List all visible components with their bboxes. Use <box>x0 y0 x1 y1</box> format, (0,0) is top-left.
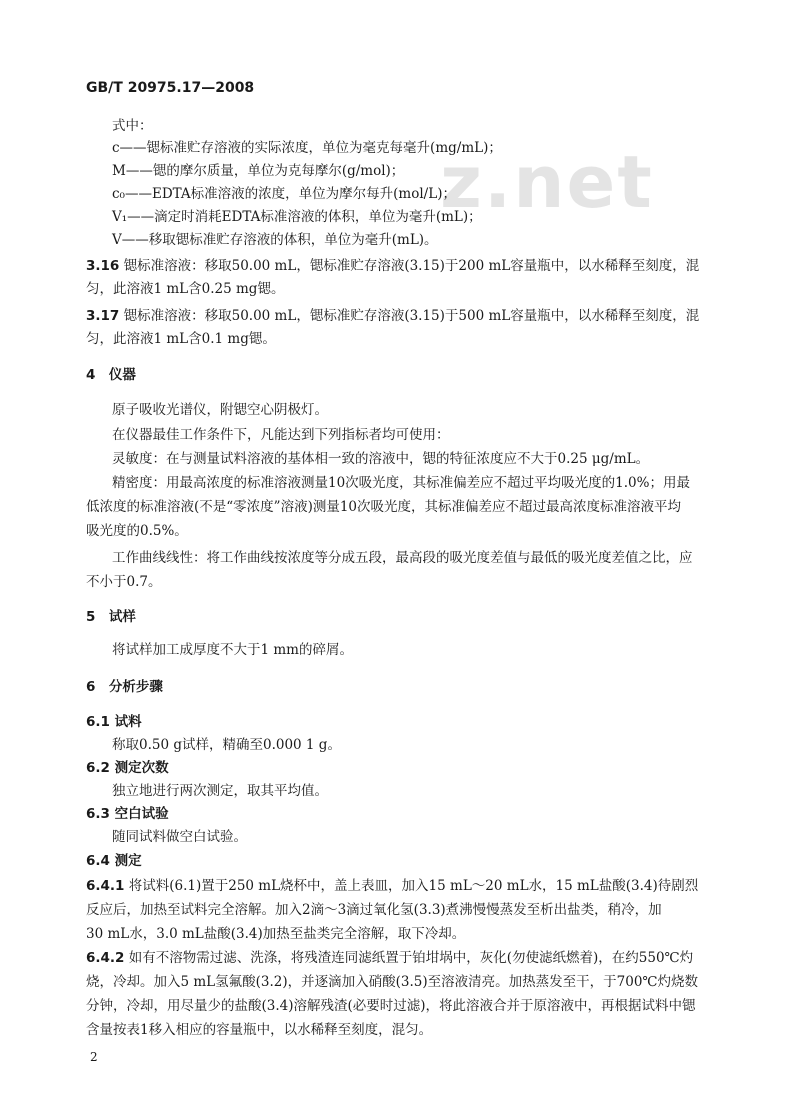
para-linearity-2: 不小于0.7。 <box>86 574 162 590</box>
section-title: 测定次数 <box>114 760 169 776</box>
section-title: 测定 <box>114 853 142 869</box>
subheading-6-1 <box>86 712 142 732</box>
section-number: 6.4 <box>86 853 110 869</box>
var-c0: c₀——EDTA标准溶液的浓度，单位为摩尔每升(mol/L)； <box>112 186 456 202</box>
para-sample: 将试样加工成厚度不大于1 mm的碎屑。 <box>112 642 353 658</box>
para-6-4-1 <box>86 876 698 896</box>
heading-procedure: 6 分析步骤 <box>86 679 163 695</box>
section-number: 3.17 <box>86 308 120 324</box>
section-number: 6.4.1 <box>86 878 125 894</box>
para-sensitivity: 灵敏度：在与测量试料溶液的基体相一致的溶液中，锶的特征浓度应不大于0.25 μg/mL。 <box>112 451 650 467</box>
var-v1: V₁——滴定时消耗EDTA标准溶液的体积，单位为毫升(mL)； <box>112 209 482 225</box>
watermark: z.net <box>440 140 654 224</box>
section-3-16-cont: 匀，此溶液1 mL含0.25 mg锶。 <box>86 281 285 297</box>
section-number: 6.3 <box>86 806 110 822</box>
para-6-4-2-l3: 分钟，冷却，用尽量少的盐酸(3.4)溶解残渣(必要时过滤)，将此溶液合并于原溶液中，再根据试料中锶 <box>86 998 696 1014</box>
paragraph-text: 锶标准溶液：移取50.00 mL，锶标准贮存溶液(3.15)于500 mL容量瓶中，以水稀释至刻度，混 <box>123 308 700 324</box>
para-6-4-2-l4: 含量按表1移入相应的容量瓶中，以水稀释至刻度，混匀。 <box>86 1022 433 1038</box>
section-3-17 <box>86 306 699 326</box>
para-6-1: 称取0.50 g试样，精确至0.000 1 g。 <box>112 737 341 753</box>
para-precision-2: 低浓度的标准溶液(不是“零浓度”溶液)测量10次吸光度，其标准偏差应不超过最高浓度标准溶液平均 <box>86 499 682 515</box>
page-number: 2 <box>90 1050 98 1064</box>
var-v: V——移取锶标准贮存溶液的体积，单位为毫升(mL)。 <box>112 232 438 248</box>
paragraph-text: 将试料(6.1)置于250 mL烧杯中，盖上表皿，加入15 mL～20 mL水，15 mL盐酸(3.4)待剧烈 <box>128 878 699 894</box>
var-c: c——锶标准贮存溶液的实际浓度，单位为毫克每毫升(mg/mL)； <box>112 140 502 156</box>
var-m: M——锶的摩尔质量，单位为克每摩尔(g/mol)； <box>112 163 405 179</box>
heading-instruments: 4 仪器 <box>86 367 136 383</box>
section-number: 6.2 <box>86 760 110 776</box>
para-instruments-1: 原子吸收光谱仪，附锶空心阴极灯。 <box>112 402 328 418</box>
section-3-16 <box>86 256 699 276</box>
section-title: 空白试验 <box>114 806 169 822</box>
para-precision-3: 吸光度的0.5%。 <box>86 523 188 539</box>
heading-sample: 5 试样 <box>86 609 136 625</box>
para-linearity-1: 工作曲线线性：将工作曲线按浓度等分成五段，最高段的吸光度差值与最低的吸光度差值之比，应 <box>112 550 693 566</box>
para-6-4-1-l3: 30 mL水，3.0 mL盐酸(3.4)加热至盐类完全溶解，取下冷却。 <box>86 926 466 942</box>
section-3-17-cont: 匀，此溶液1 mL含0.1 mg锶。 <box>86 331 276 347</box>
section-number: 3.16 <box>86 258 120 274</box>
para-6-2: 独立地进行两次测定，取其平均值。 <box>112 783 328 799</box>
subheading-6-3 <box>86 804 169 824</box>
subheading-6-4 <box>86 851 142 871</box>
para-precision-1: 精密度：用最高浓度的标准溶液测量10次吸光度，其标准偏差应不超过平均吸光度的1.0%；用最 <box>112 475 690 491</box>
standard-number-header: GB/T 20975.17—2008 <box>86 80 255 96</box>
para-6-4-2-l2: 烧，冷却。加入5 mL氢氟酸(3.2)，并逐滴加入硝酸(3.5)至溶液清亮。加热蒸发至干，于700℃灼烧数 <box>86 974 699 990</box>
section-number: 6.1 <box>86 714 110 730</box>
para-instruments-2: 在仪器最佳工作条件下，凡能达到下列指标者均可使用： <box>112 427 450 443</box>
paragraph-text: 锶标准溶液：移取50.00 mL，锶标准贮存溶液(3.15)于200 mL容量瓶中，以水稀释至刻度，混 <box>123 258 700 274</box>
subheading-6-2 <box>86 758 169 778</box>
para-6-4-2 <box>86 948 693 968</box>
section-title: 试料 <box>114 714 142 730</box>
para-6-3: 随同试料做空白试验。 <box>112 829 247 845</box>
para-6-4-1-l2: 反应后，加热至试料完全溶解。加入2滴～3滴过氧化氢(3.3)煮沸慢慢蒸发至析出盐类，稍冷，加 <box>86 902 662 918</box>
section-number: 6.4.2 <box>86 950 125 966</box>
where-label: 式中： <box>112 118 153 134</box>
paragraph-text: 如有不溶物需过滤、洗涤，将残渣连同滤纸置于铂坩埚中，灰化(勿使滤纸燃着)，在约550℃灼 <box>128 950 694 966</box>
